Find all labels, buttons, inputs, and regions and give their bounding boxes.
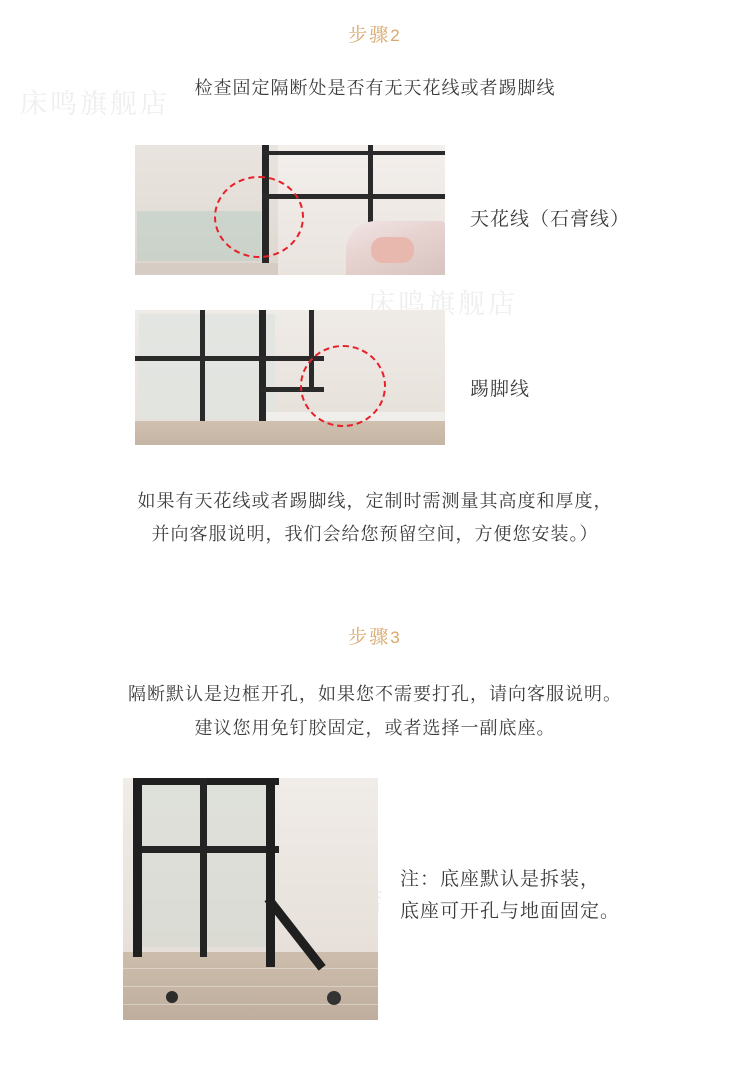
photo-frame-horizontal bbox=[135, 356, 324, 361]
step-3-title bbox=[0, 622, 750, 649]
step-2-title-label: 步骤 bbox=[348, 25, 391, 46]
photo-base-support bbox=[123, 778, 378, 1020]
photo-skirting-line-caption: 踢脚线 bbox=[470, 379, 531, 400]
photo-frame-horizontal bbox=[262, 151, 445, 155]
photo-floor-seam bbox=[123, 986, 378, 987]
base-note-line-1: 注：底座默认是拆装， bbox=[400, 869, 601, 890]
photo-floor-seam bbox=[123, 968, 378, 969]
photo-skirting-line bbox=[135, 310, 445, 445]
base-note-line-2: 底座可开孔与地面固定。 bbox=[400, 901, 621, 922]
photo-base-foot-pad bbox=[327, 991, 341, 1005]
photo-frame-vertical bbox=[133, 778, 142, 957]
step-2-instruction: 检查固定隔断处是否有无天花线或者踢脚线 bbox=[194, 78, 556, 98]
watermark: 床鸣旗舰店 bbox=[368, 289, 518, 319]
photo-floor-seam bbox=[123, 1004, 378, 1005]
step-2-note-line-1: 如果有天花线或者踢脚线，定制时需测量其高度和厚度， bbox=[137, 491, 613, 511]
photo-floor bbox=[135, 421, 445, 445]
skirting-line-marker-circle bbox=[300, 345, 386, 427]
ceiling-line-marker-circle bbox=[214, 176, 304, 258]
step-3-line-1: 隔断默认是边框开孔，如果您不需要打孔，请向客服说明。 bbox=[128, 684, 622, 704]
photo-glass-panel bbox=[139, 314, 275, 419]
watermark: 床鸣旗舰店 bbox=[20, 89, 170, 119]
photo-frame-vertical bbox=[200, 778, 207, 957]
photo-frame-vertical bbox=[259, 310, 266, 421]
step-3-title-label: 步骤 bbox=[348, 627, 391, 648]
step-2-title-number: 2 bbox=[390, 26, 402, 45]
photo-floor bbox=[135, 263, 278, 275]
photo-frame-vertical bbox=[266, 778, 275, 967]
step-3-title-number: 3 bbox=[390, 628, 402, 647]
photo-ceiling-line-caption: 天花线（石膏线） bbox=[470, 209, 631, 230]
step-2-note-line-2: 并向客服说明，我们会给您预留空间，方便您安装。） bbox=[151, 524, 599, 544]
photo-bed-object bbox=[371, 237, 414, 263]
step-3-line-2: 建议您用免钉胶固定，或者选择一副底座。 bbox=[194, 718, 556, 738]
step-2-title bbox=[0, 20, 750, 47]
photo-floor bbox=[123, 952, 378, 1020]
photo-frame-vertical bbox=[200, 310, 205, 421]
